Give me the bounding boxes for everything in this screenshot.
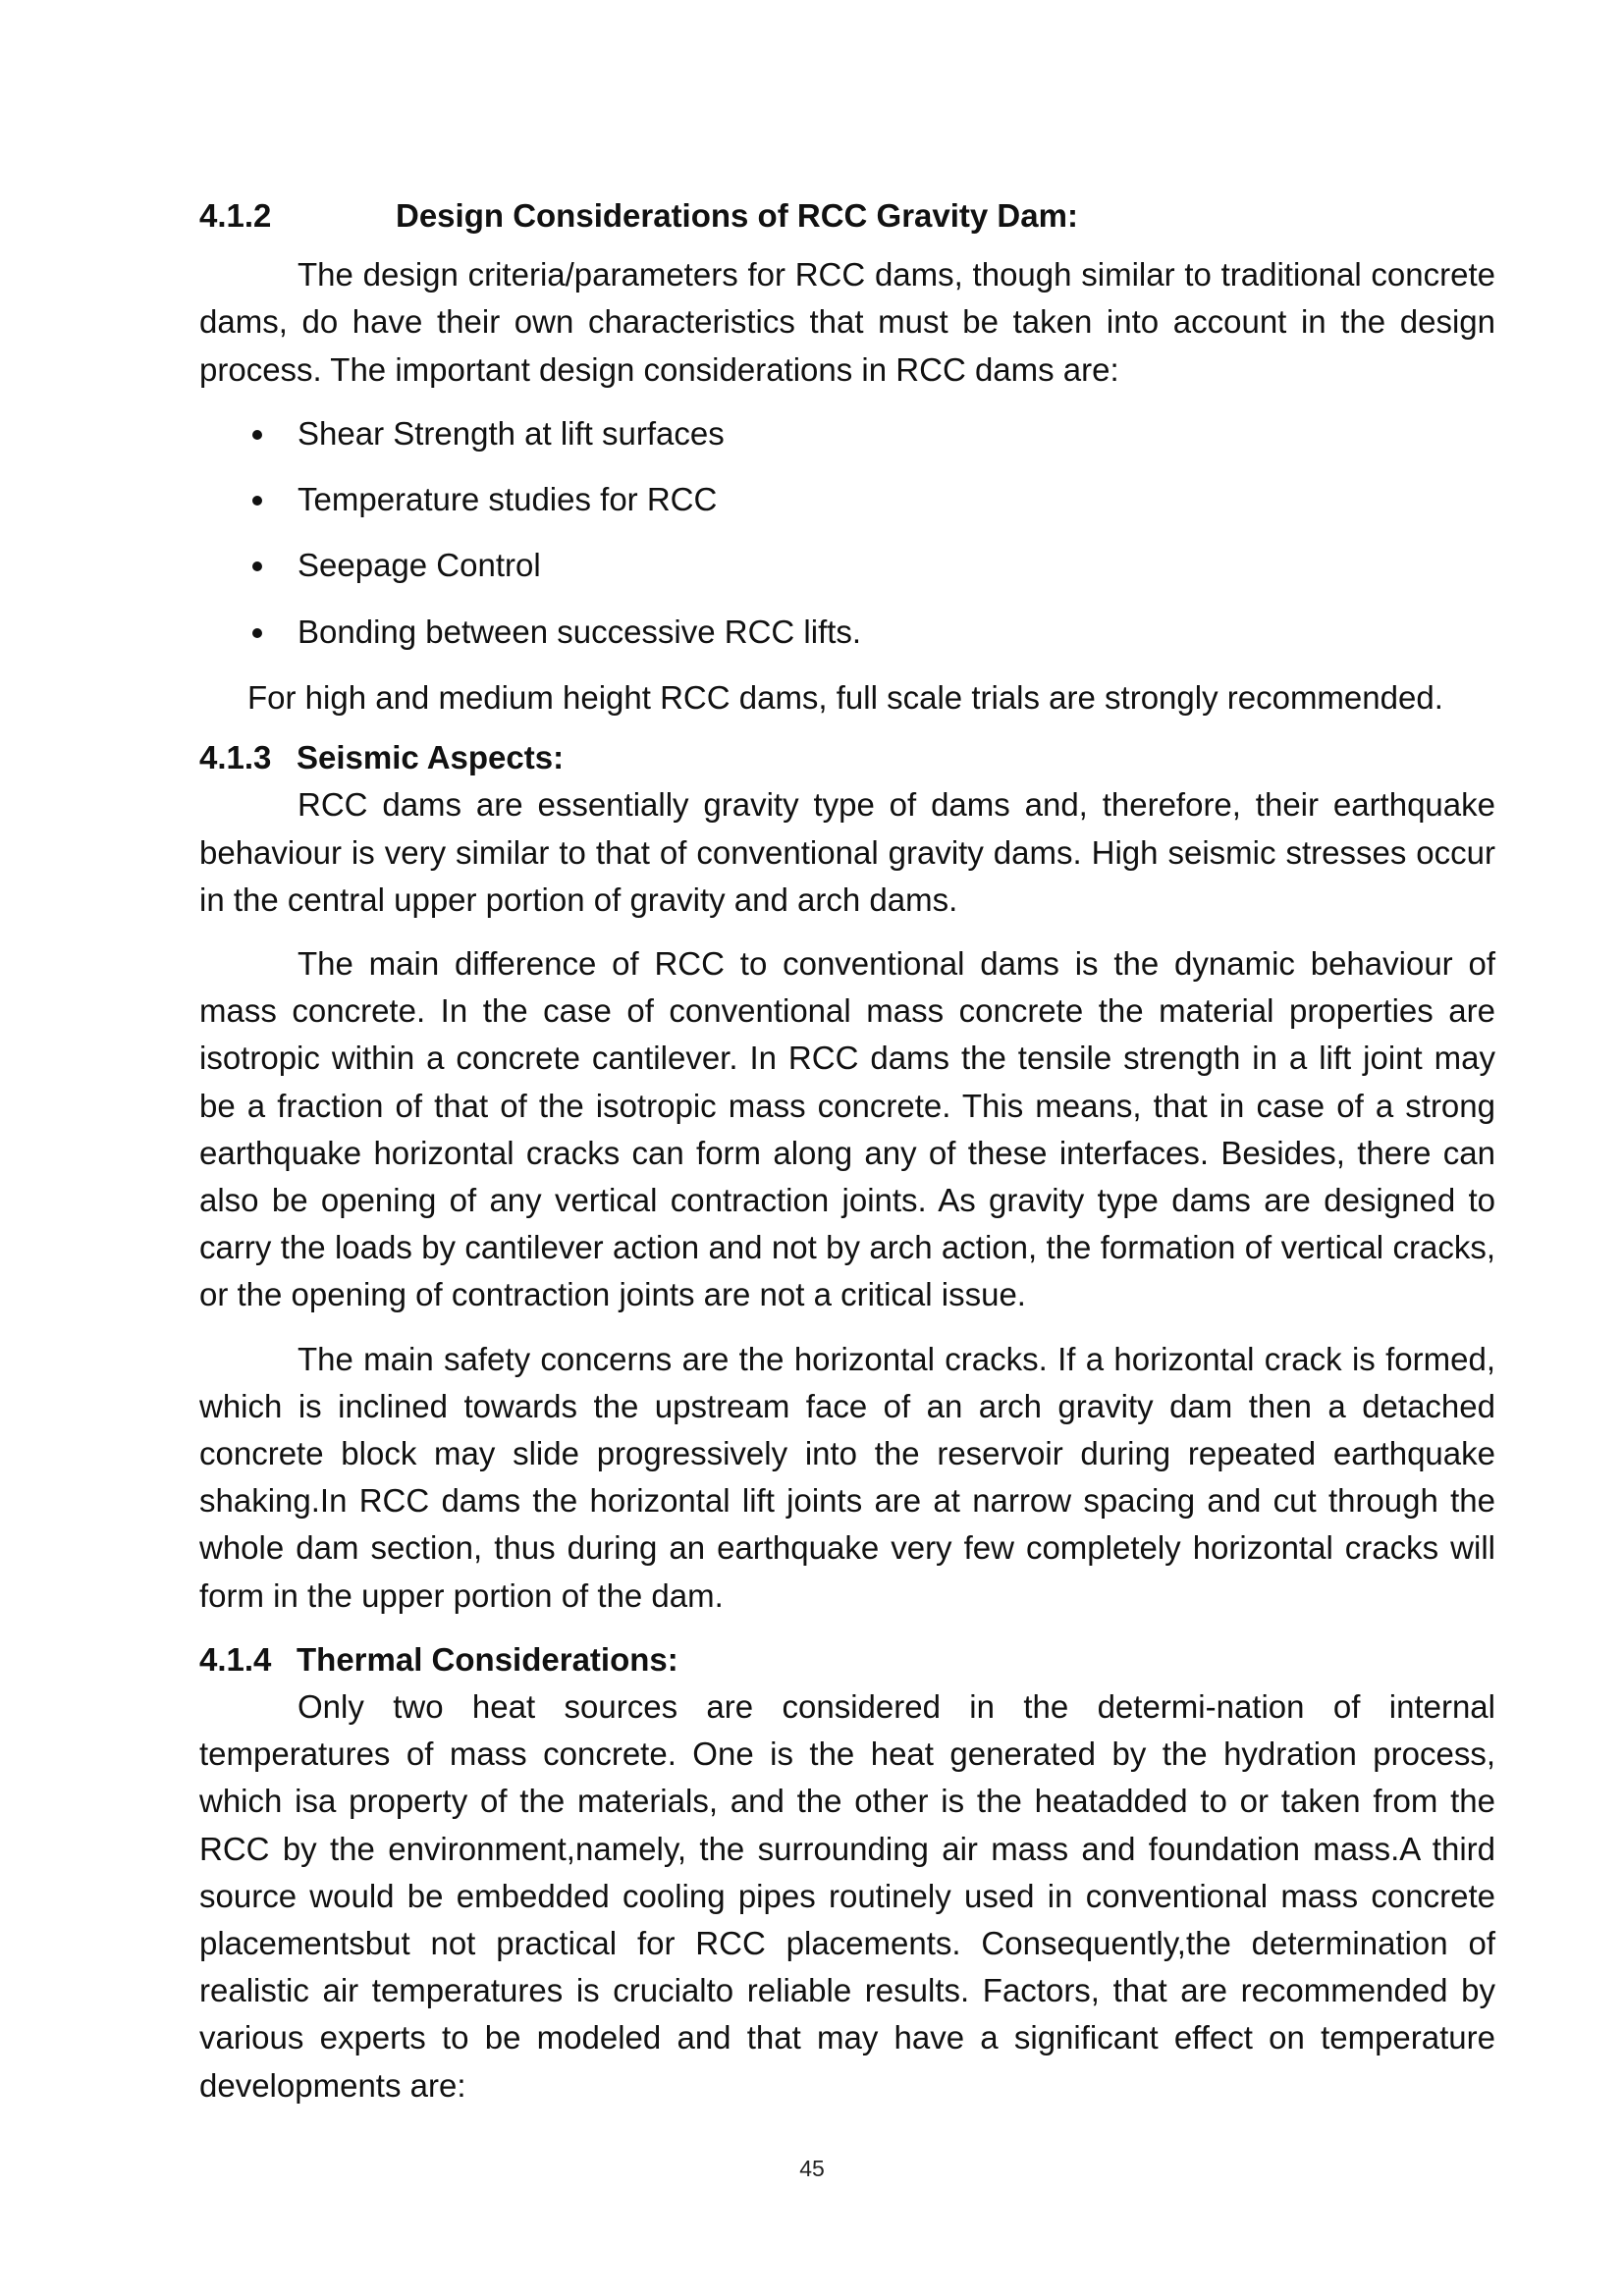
page-content (199, 192, 1495, 2109)
paragraph-seismic-3: The main safety concerns are the horizontal cracks. If a horizontal crack is formed, which is inclined towards the upstream face of an arch gravity dam then a detached concrete block may slide progressively into the reservoir during repeated earthquake shaking.In RCC dams the horizontal lift joints are at narrow spacing and cut through the whole dam section, thus during an earthquake very few completely horizontal cracks will form in the upper portion of the dam. (199, 1340, 1495, 1614)
list-item-text: Seepage Control (298, 547, 541, 584)
list-item-text: Shear Strength at lift surfaces (298, 414, 725, 452)
section-number: 4.1.2 (199, 197, 272, 234)
page-number: 45 (799, 2156, 825, 2181)
paragraph-trials-note: For high and medium height RCC dams, full scale trials are strongly recommended. (247, 679, 1443, 716)
list-item (199, 410, 1495, 457)
list-item-text: Temperature studies for RCC (298, 481, 718, 518)
bullet-icon (252, 430, 262, 440)
section-title: Design Considerations of RCC Gravity Dam: (396, 197, 1078, 234)
paragraph-design-intro: The design criteria/parameters for RCC dams, though similar to traditional concrete dams, do have their own characteristics that must be taken into account in the design process. The important design considerations in RCC dams are: (199, 256, 1495, 388)
design-considerations-list (199, 410, 1495, 656)
section-heading-4-1-4 (199, 1636, 1495, 1683)
section-heading-4-1-2 (199, 192, 1495, 240)
section-title: Seismic Aspects: (297, 739, 565, 776)
paragraph-seismic-1: RCC dams are essentially gravity type of dams and, therefore, their earthquake behaviour is very similar to that of conventional gravity dams. High seismic stresses occur in the central upper portion of gravity and arch dams. (199, 786, 1495, 918)
section-title: Thermal Considerations: (297, 1640, 678, 1678)
list-item (199, 542, 1495, 589)
list-item (199, 609, 1495, 656)
list-item (199, 476, 1495, 523)
paragraph-thermal: Only two heat sources are considered in the determi-nation of internal temperatures of mass concrete. One is the heat generated by the hydration process, which isa property of the materials, and the other is the heatadded to or taken from the RCC by the environment,namely, the surrounding air mass and foundation mass.A third source would be embedded cooling pipes routinely used in conventional mass concrete placementsbut not practical for RCC placements. Consequently,the determination of realistic air temperatures is crucialto reliable results. Factors, that are recommended by various experts to be modeled and that may have a significant effect on temperature developments are: (199, 1688, 1495, 2104)
paragraph-seismic-2: The main difference of RCC to conventional dams is the dynamic behaviour of mass concrete. In the case of conventional mass concrete the material properties are isotropic within a concrete cantilever. In RCC dams the tensile strength in a lift joint may be a fraction of that of the isotropic mass concrete. This means, that in case of a strong earthquake horizontal cracks can form along any of these interfaces. Besides, there can also be opening of any vertical contraction joints. As gravity type dams are designed to carry the loads by cantilever action and not by arch action, the formation of vertical cracks, or the opening of contraction joints are not a critical issue. (199, 945, 1495, 1313)
section-number: 4.1.4 (199, 1640, 272, 1678)
section-heading-4-1-3 (199, 734, 1495, 781)
bullet-icon (252, 561, 262, 571)
list-item-text: Bonding between successive RCC lifts. (298, 613, 862, 650)
bullet-icon (252, 628, 262, 638)
bullet-icon (252, 496, 262, 506)
section-number: 4.1.3 (199, 739, 272, 776)
